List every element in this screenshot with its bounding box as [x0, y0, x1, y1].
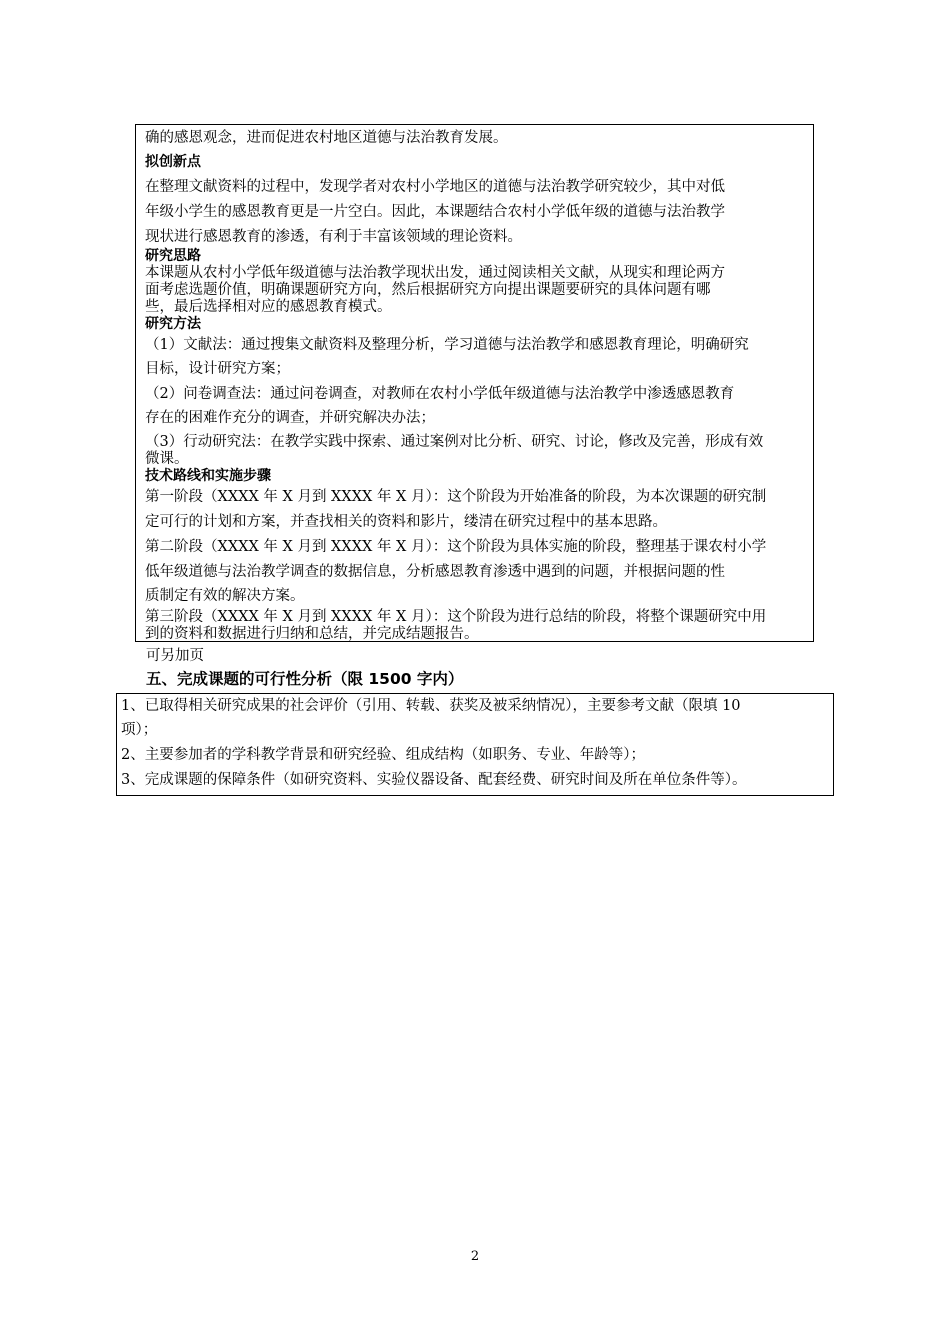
- section-title: 五、完成课题的可行性分析（限 1500 字内）: [146, 670, 464, 688]
- text-line: 微课。: [145, 451, 189, 467]
- text-line: 到的资料和数据进行归纳和总结，并完成结题报告。: [145, 626, 479, 642]
- heading-innovation: 拟创新点: [145, 154, 201, 170]
- text-line: 在整理文献资料的过程中，发现学者对农村小学地区的道德与法治教学研究较少，其中对低: [145, 179, 725, 195]
- heading-research-idea: 研究思路: [145, 248, 201, 264]
- text-line: 第二阶段（XXXX 年 X 月到 XXXX 年 X 月）：这个阶段为具体实施的阶段，整理基于课农村小学: [145, 539, 767, 555]
- text-line: （1）文献法：通过搜集文献资料及整理分析，学习道德与法治教学和感恩教育理论，明确研究: [145, 337, 749, 353]
- page-number: 2: [470, 1249, 480, 1264]
- text-line: 现状进行感恩教育的渗透，有利于丰富该领域的理论资料。: [145, 229, 522, 245]
- text-line: 些，最后选择相对应的感恩教育模式。: [145, 299, 392, 315]
- text-line: 3、完成课题的保障条件（如研究资料、实验仪器设备、配套经费、研究时间及所在单位条件等）。: [121, 772, 747, 788]
- text-line: （2）问卷调查法：通过问卷调查，对教师在农村小学低年级道德与法治教学中渗透感恩教育: [145, 386, 735, 402]
- text-line: 2、主要参加者的学科教学背景和研究经验、组成结构（如职务、专业、年龄等）；: [121, 747, 645, 763]
- text-line: 项）；: [121, 722, 158, 738]
- text-line: 面考虑选题价值，明确课题研究方向，然后根据研究方向提出课题要研究的具体问题有哪: [145, 282, 711, 298]
- text-line: （3）行动研究法：在教学实践中探索、通过案例对比分析、研究、讨论，修改及完善，形成有效: [145, 434, 764, 450]
- text-line: 1、已取得相关研究成果的社会评价（引用、转载、获奖及被采纳情况），主要参考文献（限填 10: [121, 698, 741, 714]
- text-line: 定可行的计划和方案，并查找相关的资料和影片，缕清在研究过程中的基本思路。: [145, 514, 667, 530]
- text-line: 第三阶段（XXXX 年 X 月到 XXXX 年 X 月）：这个阶段为进行总结的阶段，将整个课题研究中用: [145, 609, 767, 625]
- text-line: 年级小学生的感恩教育更是一片空白。因此，本课题结合农村小学低年级的道德与法治教学: [145, 204, 725, 220]
- additional-page-note: 可另加页: [146, 648, 204, 664]
- text-line: 存在的困难作充分的调查，并研究解决办法；: [145, 410, 435, 426]
- text-line: 本课题从农村小学低年级道德与法治教学现状出发，通过阅读相关文献，从现实和理论两方: [145, 265, 725, 281]
- heading-research-methods: 研究方法: [145, 316, 201, 332]
- text-line: 确的感恩观念，进而促进农村地区道德与法治教育发展。: [145, 130, 508, 146]
- text-line: 第一阶段（XXXX 年 X 月到 XXXX 年 X 月）：这个阶段为开始准备的阶段，为本次课题的研究制: [145, 489, 767, 505]
- text-line: 低年级道德与法治教学调查的数据信息，分析感恩教育渗透中遇到的问题，并根据问题的性: [145, 564, 725, 580]
- text-line: 质制定有效的解决方案。: [145, 588, 305, 604]
- text-line: 目标，设计研究方案；: [145, 361, 290, 377]
- heading-technical-route: 技术路线和实施步骤: [145, 468, 271, 484]
